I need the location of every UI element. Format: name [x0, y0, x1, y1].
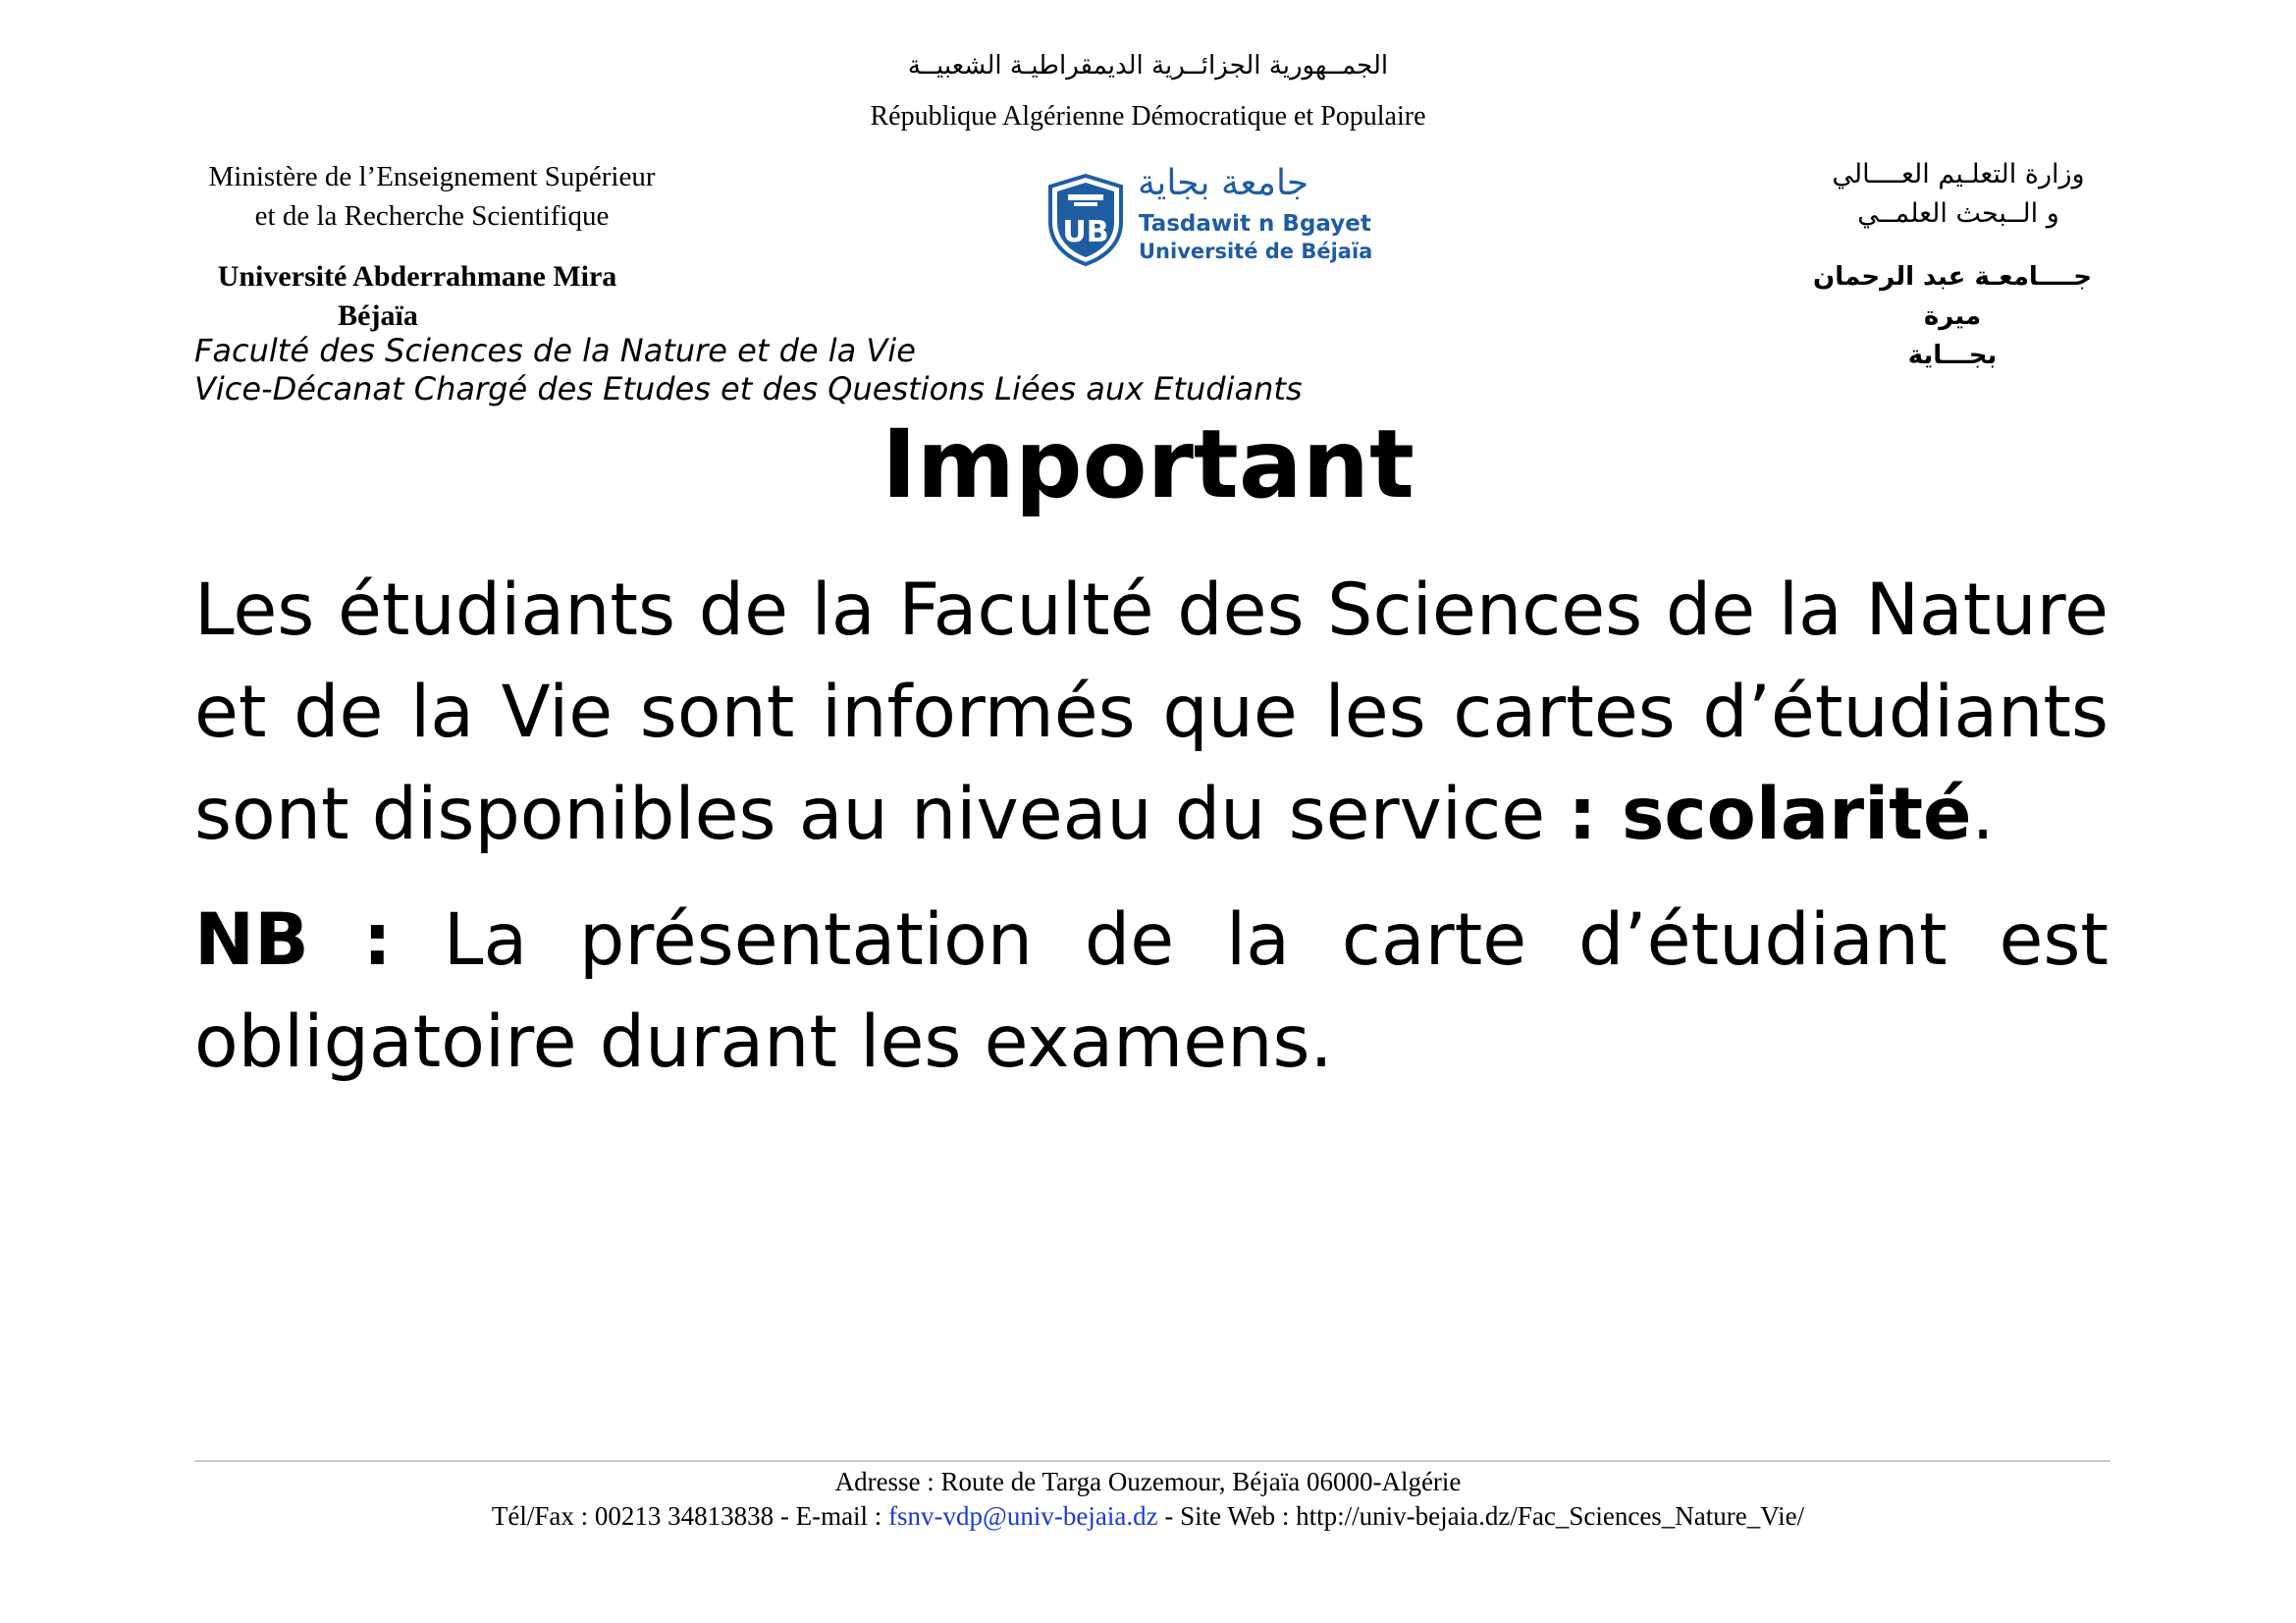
- university-logo: [1044, 163, 1373, 277]
- ministry-arabic: [1801, 155, 2115, 234]
- service-name: : scolarité: [1568, 773, 1972, 856]
- logo-kabyle-name: Tasdawit n Bgayet: [1139, 211, 1371, 237]
- emblem-letters: UB: [1062, 215, 1109, 249]
- notice-paragraph: [194, 560, 2109, 866]
- footer: [0, 1465, 2296, 1534]
- ministry-arabic-line1: وزارة التعلـيم العــــالي: [1832, 159, 2085, 189]
- university-french: [187, 257, 648, 336]
- university-arabic-line1: جــــامعـة عبد الرحمان ميرة: [1813, 262, 2092, 331]
- university-arabic: [1786, 257, 2119, 375]
- footer-website[interactable]: - Site Web : http://univ-bejaia.dz/Fac_Sciences_Nature_Vie/: [1157, 1501, 1805, 1531]
- ministry-french: [187, 157, 677, 236]
- logo-french-name: Université de Béjaïa: [1139, 240, 1373, 263]
- university-french-line1: Université Abderrahmane Mira: [217, 260, 617, 293]
- ministry-arabic-line2: و الــبحث العلمــي: [1857, 198, 2059, 229]
- footer-phone: Tél/Fax : 00213 34813838 - E-mail :: [491, 1501, 889, 1531]
- notice-paragraph-text: Les étudiants de la Faculté des Sciences de la Nature et de la Vie sont informés que les cartes d’étudiants sont disponibles au niveau du service: [194, 568, 2109, 856]
- faculty-name: Faculté des Sciences de la Nature et de la Vie: [194, 332, 916, 369]
- footer-contact: [0, 1499, 2296, 1534]
- notice-title: Important: [881, 409, 1415, 519]
- footer-divider: [194, 1460, 2110, 1462]
- footer-address: Adresse : Route de Targa Ouzemour, Béjaïa 06000-Algérie: [834, 1467, 1462, 1496]
- university-french-line2: Béjaïa: [338, 299, 418, 332]
- notice-paragraph-end: .: [1971, 773, 1995, 856]
- ministry-french-line1: Ministère de l’Enseignement Supérieur: [208, 161, 656, 192]
- vice-deanship-name: Vice-Décanat Chargé des Etudes et des Questions Liées aux Etudiants: [194, 370, 1303, 407]
- nb-paragraph: [194, 890, 2109, 1094]
- logo-arabic-name: جامعة بجاية: [1138, 163, 1309, 203]
- university-emblem-icon: [1044, 173, 1127, 267]
- nb-label: NB :: [194, 898, 392, 982]
- university-arabic-line2: بجـــاية: [1907, 341, 1998, 370]
- faculty-info: [194, 332, 1303, 408]
- republic-french-title: République Algérienne Démocratique et Populaire: [870, 101, 1426, 132]
- footer-email-link[interactable]: fsnv-vdp@univ-bejaia.dz: [888, 1501, 1158, 1531]
- notice-body: [194, 560, 2109, 1094]
- nb-text: La présentation de la carte d’étudiant est obligatoire durant les examens.: [194, 898, 2109, 1084]
- republic-arabic-title: الجمــهورية الجزائــرية الديمقراطيـة الشعبيــة: [907, 51, 1389, 81]
- ministry-french-line2: et de la Recherche Scientifique: [254, 200, 610, 232]
